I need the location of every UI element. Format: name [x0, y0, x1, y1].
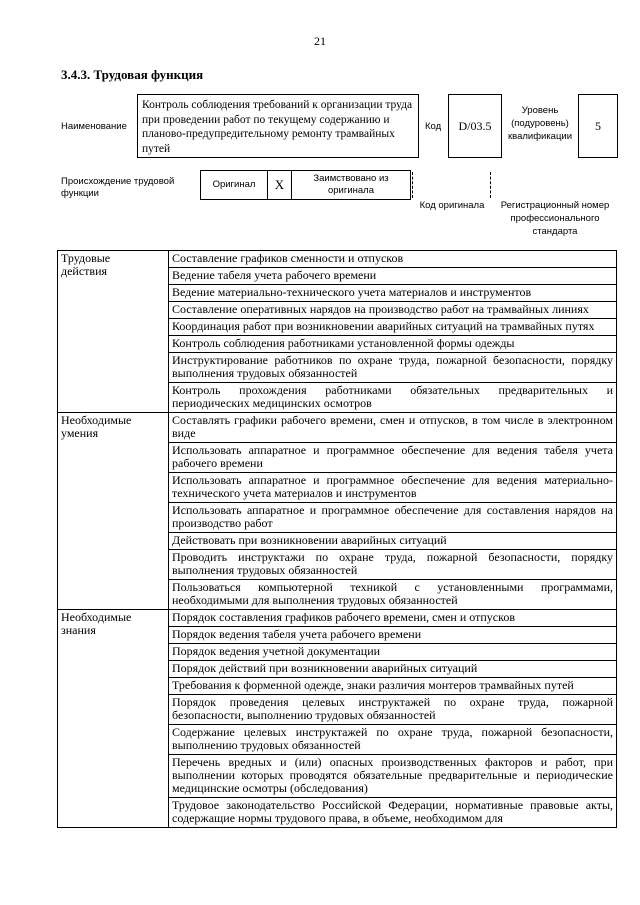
- table-cell: Ведение материально-технического учета материалов и инструментов: [169, 285, 617, 302]
- group-label: Необходимые знания: [61, 610, 132, 637]
- table-cell: Пользоваться компьютерной техникой с установленными программами, необходимыми для выполнения трудовых обязанностей: [169, 580, 617, 610]
- table-row: [58, 610, 617, 627]
- origin-label: Происхождение трудовой функции: [61, 176, 175, 199]
- table-cell: Контроль соблюдения работниками установленной формы одежды: [169, 336, 617, 353]
- table-cell: Порядок ведения учетной документации: [169, 644, 617, 661]
- group-cell: [58, 413, 169, 610]
- function-name-field: Контроль соблюдения требований к организации труда при проведении работ по текущему содержанию и планово-предупредительному ремонту трамвайных путей: [137, 94, 419, 158]
- code-original-divider: [412, 172, 413, 198]
- table-cell: Использовать аппаратное и программное обеспечение для ведения материально-технического учета материалов и инструментов: [169, 473, 617, 503]
- table-cell: Перечень вредных и (или) опасных производственных факторов и работ, при выполнении которых проводятся обязательные предварительные и периодические медицинские осмотры (обследования): [169, 755, 617, 798]
- table-cell: Использовать аппаратное и программное обеспечение для ведения табеля учета рабочего времени: [169, 443, 617, 473]
- group-cell: [58, 251, 169, 413]
- table-cell: Ведение табеля учета рабочего времени: [169, 268, 617, 285]
- table-cell: Координация работ при возникновении аварийных ситуаций на трамвайных путях: [169, 319, 617, 336]
- table-cell: Контроль прохождения работниками обязательных предварительных и периодических медицинских осмотров: [169, 383, 617, 413]
- code-value: D/03.5: [448, 94, 502, 158]
- original-label: Оригинал: [200, 170, 268, 200]
- table-cell: Использовать аппаратное и программное обеспечение для составления нарядов на производство работ: [169, 503, 617, 533]
- table-cell: Порядок составления графиков рабочего времени, смен и отпусков: [169, 610, 617, 627]
- group-label: Трудовые действия: [61, 251, 111, 278]
- code-label: Код: [425, 121, 442, 132]
- reg-number-divider: [490, 172, 491, 198]
- page-number: 21: [314, 34, 326, 48]
- section-title: 3.4.3. Трудовая функция: [61, 67, 204, 82]
- table-cell: Требования к форменной одежде, знаки различия монтеров трамвайных путей: [169, 678, 617, 695]
- table-cell: Порядок ведения табеля учета рабочего времени: [169, 627, 617, 644]
- qualification-level-label: Уровень (подуровень) квалификации: [507, 105, 573, 142]
- group-label: Необходимые умения: [61, 413, 132, 440]
- table-cell: Составление графиков сменности и отпусков: [169, 251, 617, 268]
- table-cell: Трудовое законодательство Российской Федерации, нормативные правовые акты, содержащие нормы трудового права, в объеме, необходимом для: [169, 798, 617, 828]
- code-original-label: Код оригинала: [419, 200, 485, 211]
- table-cell: Порядок действий при возникновении аварийных ситуаций: [169, 661, 617, 678]
- function-table: [57, 250, 617, 828]
- table-cell: Проводить инструктажи по охране труда, пожарной безопасности, порядку выполнения трудовых обязанностей: [169, 550, 617, 580]
- table-row: [58, 413, 617, 443]
- table-cell: Составлять графики рабочего времени, смен и отпусков, в том числе в электронном виде: [169, 413, 617, 443]
- table-cell: Порядок проведения целевых инструктажей по охране труда, пожарной безопасности, выполнению трудовых обязанностей: [169, 695, 617, 725]
- name-label: Наименование: [61, 121, 127, 132]
- original-mark: X: [267, 170, 292, 200]
- qualification-level-value: 5: [578, 94, 618, 158]
- table-row: [58, 251, 617, 268]
- table-cell: Содержание целевых инструктажей по охране труда, пожарной безопасности, выполнению трудовых обязанностей: [169, 725, 617, 755]
- table-cell: Действовать при возникновении аварийных ситуаций: [169, 533, 617, 550]
- reg-number-label: Регистрационный номер профессионального стандарта: [500, 200, 610, 237]
- table-cell: Составление оперативных нарядов на производство работ на трамвайных линиях: [169, 302, 617, 319]
- table-cell: Инструктирование работников по охране труда, пожарной безопасности, порядку выполнения трудовых обязанностей: [169, 353, 617, 383]
- borrowed-label: Заимствовано из оригинала: [291, 170, 411, 200]
- group-cell: [58, 610, 169, 828]
